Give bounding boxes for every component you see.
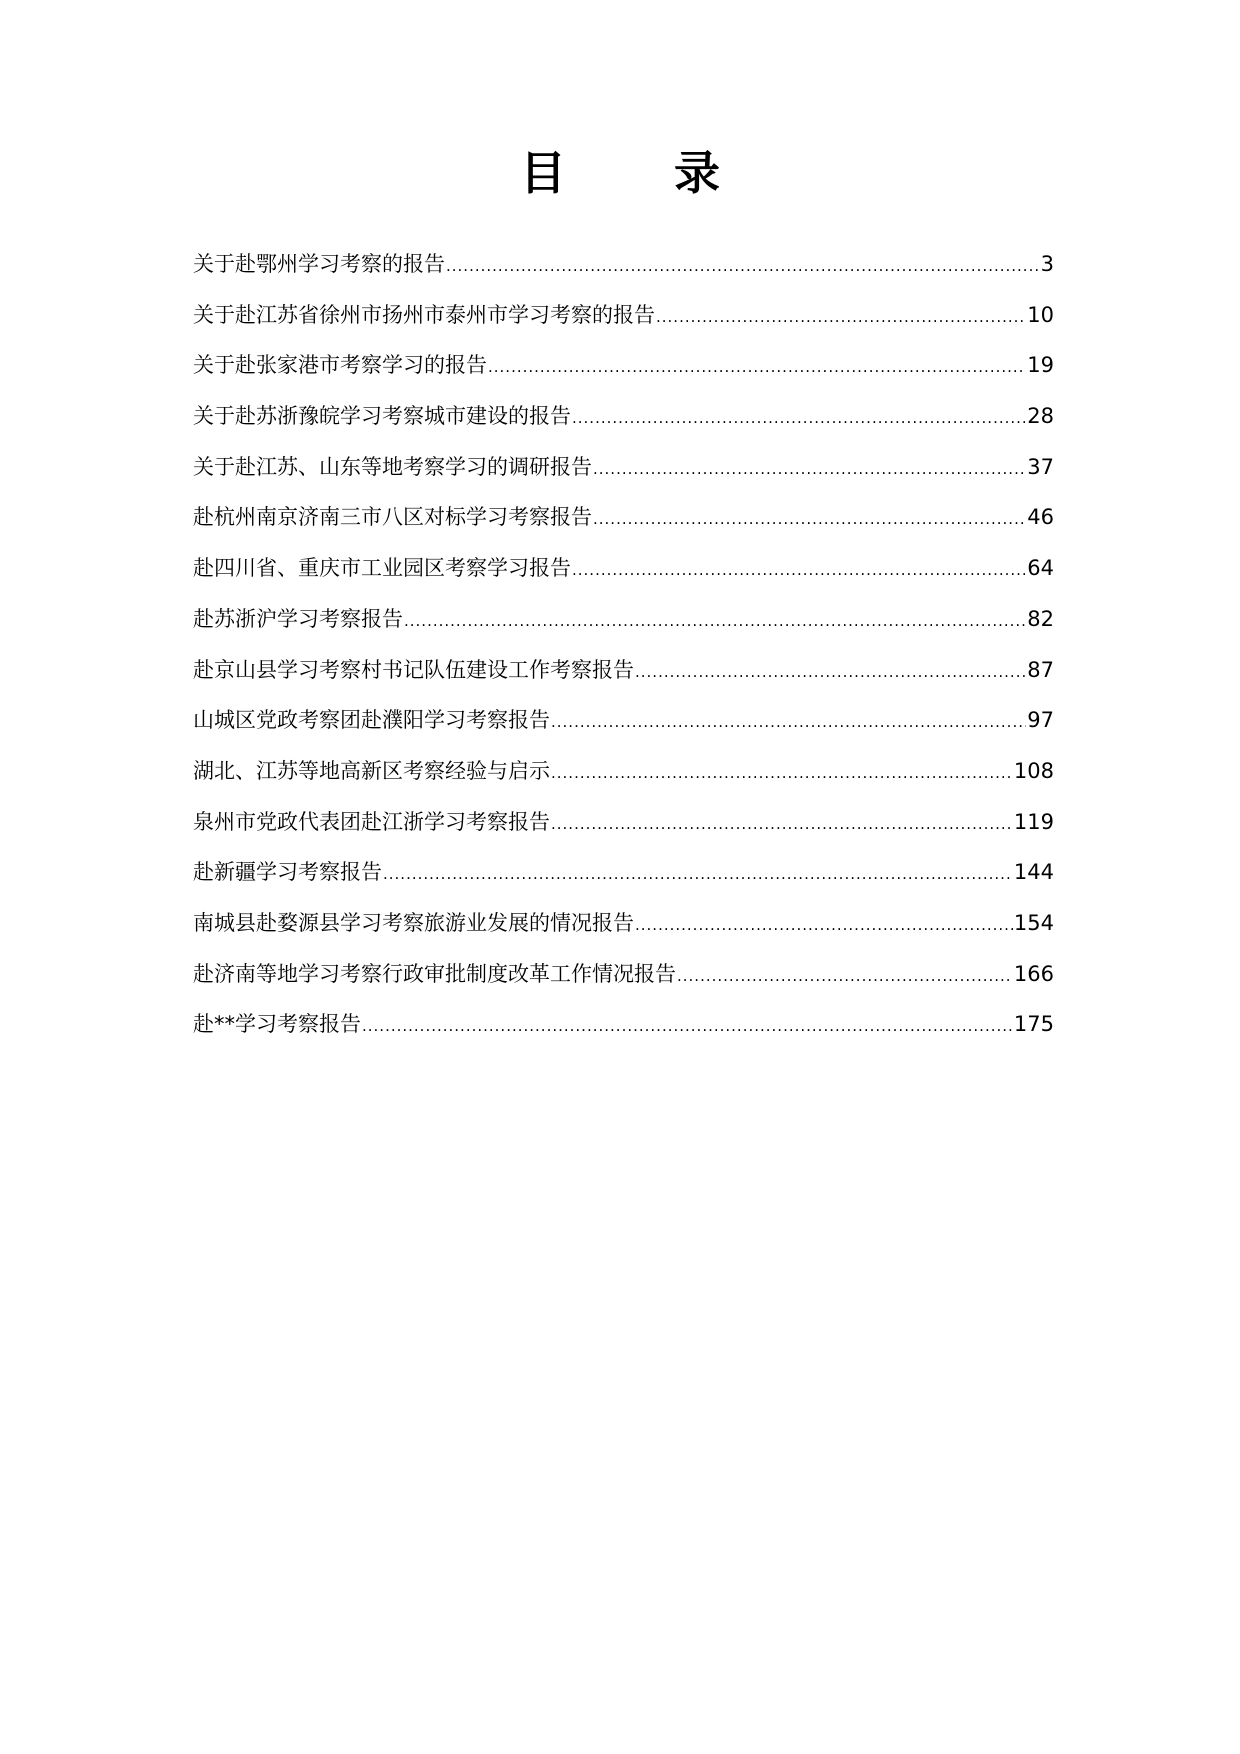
toc-entry[interactable]	[193, 451, 1054, 502]
dot-leader	[551, 808, 1013, 840]
toc-entry-page-number: 154	[1013, 910, 1054, 935]
dot-leader	[635, 909, 1013, 941]
toc-entry-title: 赴苏浙沪学习考察报告	[193, 606, 403, 631]
dot-leader	[488, 351, 1026, 383]
toc-entry[interactable]	[193, 704, 1054, 755]
dot-leader	[593, 453, 1026, 485]
toc-entry-title: 赴**学习考察报告	[193, 1012, 361, 1037]
dot-leader	[572, 402, 1026, 434]
toc-entry-page-number: 97	[1027, 708, 1054, 733]
toc-entry-title: 关于赴江苏、山东等地考察学习的调研报告	[193, 454, 592, 479]
toc-entry-title: 关于赴张家港市考察学习的报告	[193, 353, 487, 378]
toc-entry-title: 南城县赴婺源县学习考察旅游业发展的情况报告	[193, 910, 634, 935]
toc-entry[interactable]	[193, 299, 1054, 350]
toc-entry[interactable]	[193, 1008, 1054, 1059]
toc-entry-title: 赴杭州南京济南三市八区对标学习考察报告	[193, 505, 592, 530]
toc-entry-title: 赴新疆学习考察报告	[193, 860, 382, 885]
table-of-contents	[193, 248, 1054, 1059]
toc-entry-title: 山城区党政考察团赴濮阳学习考察报告	[193, 708, 550, 733]
toc-entry-page-number: 3	[1040, 252, 1054, 276]
toc-entry-page-number: 64	[1027, 556, 1054, 581]
toc-entry-page-number: 28	[1027, 404, 1054, 429]
toc-entry[interactable]	[193, 552, 1054, 603]
dot-leader	[656, 301, 1026, 333]
toc-entry-title: 泉州市党政代表团赴江浙学习考察报告	[193, 809, 550, 834]
toc-entry[interactable]	[193, 755, 1054, 806]
toc-entry-page-number: 19	[1027, 353, 1054, 378]
dot-leader	[551, 757, 1013, 789]
toc-entry-page-number: 119	[1013, 809, 1054, 834]
dot-leader	[362, 1010, 1013, 1042]
toc-entry[interactable]	[193, 907, 1054, 958]
toc-entry-title: 关于赴鄂州学习考察的报告	[193, 252, 445, 276]
toc-entry[interactable]	[193, 400, 1054, 451]
toc-entry[interactable]	[193, 349, 1054, 400]
toc-entry[interactable]	[193, 501, 1054, 552]
toc-entry[interactable]	[193, 806, 1054, 857]
dot-leader	[404, 605, 1026, 637]
toc-entry-page-number: 166	[1013, 961, 1054, 986]
dot-leader	[572, 554, 1026, 586]
toc-entry-page-number: 87	[1027, 657, 1054, 682]
dot-leader	[635, 656, 1026, 688]
toc-entry-title: 赴济南等地学习考察行政审批制度改革工作情况报告	[193, 961, 676, 986]
toc-entry-page-number: 10	[1027, 302, 1054, 327]
toc-entry-page-number: 82	[1027, 606, 1054, 631]
dot-leader	[551, 706, 1026, 738]
dot-leader	[677, 960, 1013, 992]
toc-entry-page-number: 108	[1013, 758, 1054, 783]
toc-entry-page-number: 46	[1027, 505, 1054, 530]
toc-entry-title: 赴京山县学习考察村书记队伍建设工作考察报告	[193, 657, 634, 682]
page-title: 目 录	[519, 146, 766, 200]
toc-entry-page-number: 175	[1013, 1012, 1054, 1037]
dot-leader	[446, 250, 1040, 282]
toc-entry-title: 关于赴江苏省徐州市扬州市泰州市学习考察的报告	[193, 302, 655, 327]
toc-entry-title: 湖北、江苏等地高新区考察经验与启示	[193, 758, 550, 783]
toc-entry[interactable]	[193, 603, 1054, 654]
dot-leader	[383, 858, 1013, 890]
toc-entry[interactable]	[193, 958, 1054, 1009]
dot-leader	[593, 503, 1026, 535]
toc-entry[interactable]	[193, 654, 1054, 705]
toc-entry-title: 赴四川省、重庆市工业园区考察学习报告	[193, 556, 571, 581]
toc-entry[interactable]	[193, 856, 1054, 907]
toc-entry-title: 关于赴苏浙豫皖学习考察城市建设的报告	[193, 404, 571, 429]
toc-entry[interactable]	[193, 248, 1054, 299]
toc-entry-page-number: 144	[1013, 860, 1054, 885]
toc-entry-page-number: 37	[1027, 454, 1054, 479]
